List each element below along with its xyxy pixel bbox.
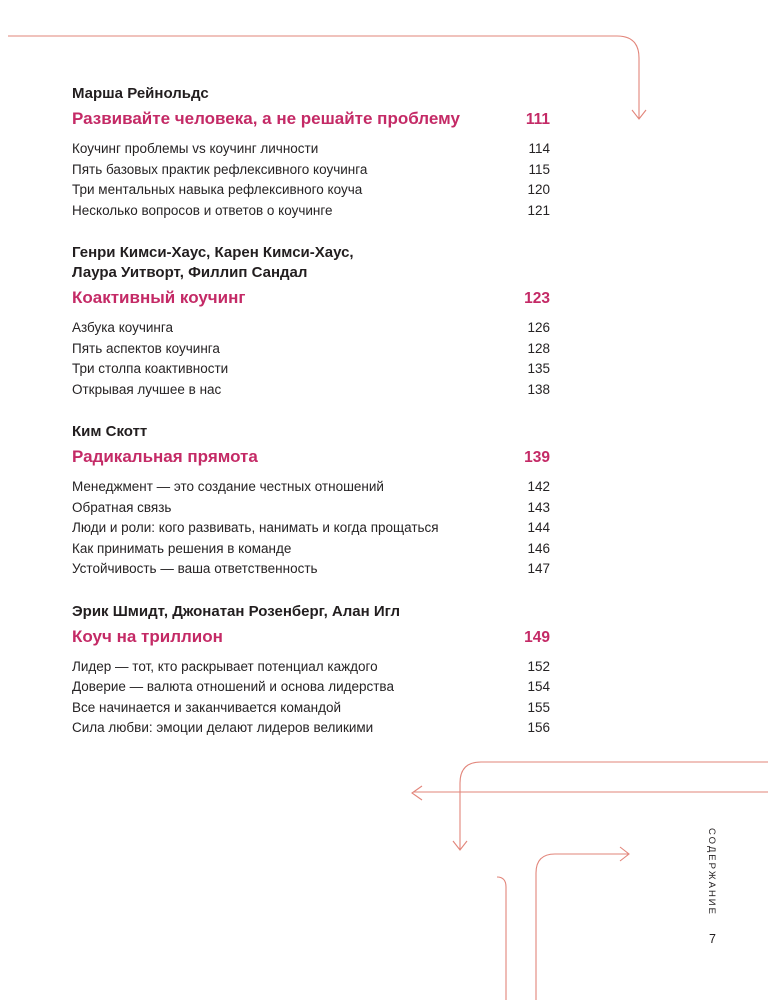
toc-entry [72,359,550,380]
toc-section [72,422,550,580]
entry-list [72,477,550,580]
entry-label: Несколько вопросов и ответов о коучинге [72,202,333,218]
entry-list [72,318,550,400]
toc-entry [72,698,550,719]
author-line: Генри Кимси-Хаус, Карен Кимси-Хаус, [72,244,354,261]
entry-page-number: 115 [528,161,550,177]
entry-label: Все начинается и заканчивается командой [72,699,342,715]
entry-label: Пять аспектов коучинга [72,340,220,356]
side-label: СОДЕРЖАНИЕ [706,828,717,916]
entry-list [72,657,550,739]
toc-entry [72,718,550,739]
entry-label: Менеджмент — это создание честных отношений [72,479,384,494]
section-title: Радикальная прямота [72,447,258,466]
author-line: Ким Скотт [72,423,148,440]
section-authors [72,602,550,622]
bottom-crook-line [497,877,506,1000]
entry-label: Обратная связь [72,499,172,515]
section-title-row [72,446,550,468]
entry-page-number: 135 [527,361,550,376]
section-title-row [72,108,550,130]
section-authors [72,422,550,442]
toc-entry [72,518,550,539]
entry-page-number: 147 [527,561,550,576]
section-page-number: 111 [525,111,550,128]
entry-page-number: 120 [527,182,550,197]
entry-label: Пять базовых практик рефлексивного коучинга [72,161,368,177]
entry-page-number: 146 [527,540,550,556]
entry-label: Азбука коучинга [72,320,174,335]
entry-page-number: 154 [527,679,550,694]
toc-entry [72,160,550,181]
author-line: Марша Рейнольдс [72,85,209,102]
toc-entry [72,180,550,201]
toc-entry [72,657,550,678]
toc-entry [72,539,550,560]
entry-page-number: 144 [527,520,550,535]
entry-label: Люди и роли: кого развивать, нанимать и когда прощаться [72,520,439,535]
entry-page-number: 128 [527,340,550,356]
toc-entry [72,318,550,339]
entry-label: Сила любви: эмоции делают лидеров великими [72,720,374,735]
bottom-corner-line [460,762,768,849]
entry-page-number: 138 [527,381,550,397]
top-down-arrow-icon [632,110,646,119]
author-line: Лаура Уитворт, Филлип Сандал [72,264,308,281]
toc-section [72,84,550,221]
toc-section [72,602,550,739]
bottom-hook-line [536,854,628,1000]
entry-page-number: 126 [527,320,550,335]
bottom-right-arrow-icon [620,847,629,861]
page-number: 7 [709,932,716,946]
toc-entry [72,380,550,401]
toc-entry [72,677,550,698]
entry-page-number: 156 [527,720,550,735]
toc-entry [72,139,550,160]
bottom-down-arrow-icon [453,841,467,850]
section-title: Развивайте человека, а не решайте проблему [72,109,460,128]
entry-label: Три ментальных навыка рефлексивного коуча [72,182,363,197]
section-title: Коактивный коучинг [72,288,246,307]
entry-label: Устойчивость — ваша ответственность [72,561,318,576]
toc-content [72,84,550,761]
toc-entry [72,498,550,519]
entry-page-number: 121 [527,202,550,218]
entry-label: Открывая лучшее в нас [72,381,222,397]
toc-entry [72,477,550,498]
section-page-number: 139 [524,449,550,466]
entry-page-number: 155 [527,699,550,715]
section-page-number: 123 [524,290,550,307]
bottom-left-arrow-icon [412,786,422,800]
section-title-row [72,626,550,648]
author-line: Эрик Шмидт, Джонатан Розенберг, Алан Игл [72,602,401,620]
entry-page-number: 114 [528,141,550,156]
entry-list [72,139,550,221]
toc-section [72,243,550,400]
entry-label: Доверие — валюта отношений и основа лидерства [72,679,394,694]
entry-page-number: 142 [527,479,550,494]
entry-label: Лидер — тот, кто раскрывает потенциал каждого [72,658,378,674]
section-page-number: 149 [524,628,550,646]
section-title-row [72,287,550,309]
entry-label: Коучинг проблемы vs коучинг личности [72,141,319,156]
toc-entry [72,559,550,580]
entry-label: Как принимать решения в команде [72,540,292,556]
toc-entry [72,201,550,222]
entry-page-number: 143 [527,499,550,515]
section-authors [72,243,550,283]
entry-label: Три столпа коактивности [72,361,229,376]
section-authors [72,84,550,104]
section-title: Коуч на триллион [72,626,223,646]
toc-entry [72,339,550,360]
entry-page-number: 152 [527,658,550,674]
